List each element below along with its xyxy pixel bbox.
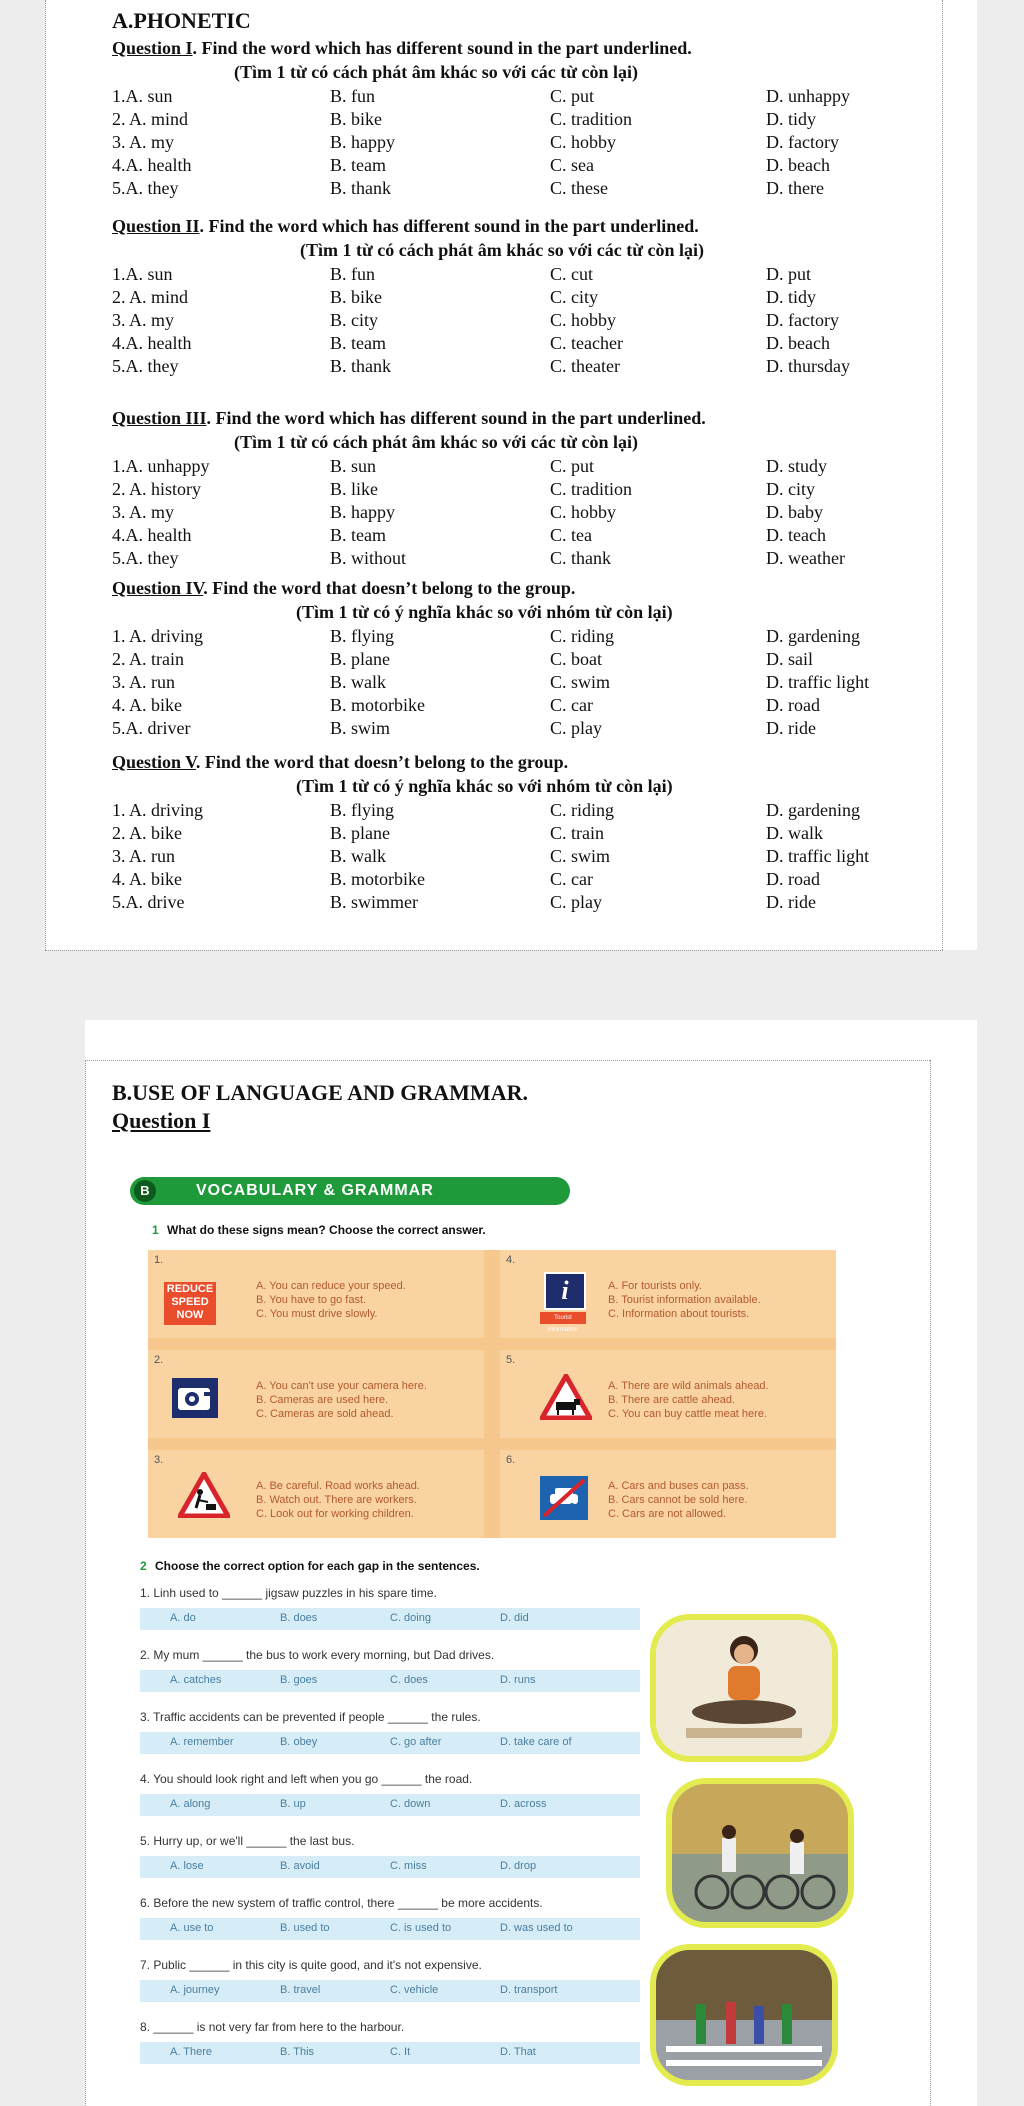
answer-option: D. traffic light: [766, 846, 870, 866]
answer-option: 4. A. bike: [112, 695, 182, 715]
answer-option: 1. A. driving: [112, 800, 204, 820]
sign-option: B. You have to go fast.: [256, 1294, 367, 1306]
answer-option: D. tidy: [766, 109, 817, 129]
sign-number: 3.: [154, 1454, 164, 1466]
answer-choice[interactable]: A. use to: [170, 1922, 214, 1934]
camera-icon: [172, 1378, 218, 1418]
answer-option: 3. A. run: [112, 846, 175, 866]
answer-option: C. hobby: [550, 132, 617, 152]
answer-option: B. without: [330, 548, 407, 568]
answer-option: D. factory: [766, 132, 839, 152]
question-subtitle: (Tìm 1 từ có ý nghĩa khác so với nhóm từ còn lại): [296, 602, 673, 622]
answer-option: B. flying: [330, 800, 395, 820]
vocab-badge-title: VOCABULARY & GRAMMAR: [196, 1182, 434, 1199]
answer-option: D. weather: [766, 548, 845, 568]
sign-option: A. You can't use your camera here.: [256, 1380, 427, 1392]
question-heading: [112, 752, 568, 773]
sign-option: C. Cars are not allowed.: [608, 1508, 726, 1520]
section-b-title: B.USE OF LANGUAGE AND GRAMMAR.: [112, 1080, 528, 1105]
question-instruction: . Find the word which has different sound in the part underlined.: [192, 38, 692, 58]
answer-option: C. cut: [550, 264, 593, 284]
answer-option: B. team: [330, 155, 386, 175]
answer-option: D. tidy: [766, 287, 817, 307]
answer-option: B. swimmer: [330, 892, 418, 912]
sign-option: B. Cars cannot be sold here.: [608, 1494, 748, 1506]
sign-cell-5: [500, 1350, 836, 1438]
exercise-2-number: 2: [140, 1559, 147, 1573]
answer-option: B. thank: [330, 356, 391, 376]
sign-cell-4: [500, 1250, 836, 1338]
answer-bar: [140, 2042, 640, 2064]
answer-choice[interactable]: D. transport: [500, 1984, 558, 1996]
reduce-speed-sign: REDUCE SPEED NOW: [164, 1282, 216, 1325]
gap-sentence: 8. ______ is not very far from here to the harbour.: [140, 2020, 405, 2034]
question-number: Question IV: [112, 578, 204, 598]
cyclists-illustration: [672, 1784, 848, 1922]
answer-option: B. city: [330, 310, 378, 330]
page-border-left: [45, 0, 46, 950]
answer-option: B. thank: [330, 178, 391, 198]
answer-option: C. tradition: [550, 109, 632, 129]
crosswalk-illustration: [656, 1950, 832, 2080]
answer-option: B. happy: [330, 502, 395, 522]
answer-choice[interactable]: D. was used to: [500, 1922, 573, 1934]
answer-option: C. boat: [550, 649, 602, 669]
sign-number: 1.: [154, 1254, 164, 1266]
photo-crosswalk: [650, 1944, 838, 2086]
exercise-2-instruction: Choose the correct option for each gap in the sentences.: [155, 1559, 480, 1573]
question-number: Question III: [112, 408, 207, 428]
gap-sentence: 2. My mum ______ the bus to work every morning, but Dad drives.: [140, 1648, 495, 1662]
answer-option: C. train: [550, 823, 604, 843]
answer-option: B. flying: [330, 626, 395, 646]
sign-option: B. Watch out. There are workers.: [256, 1494, 417, 1506]
answer-option: 2. A. train: [112, 649, 184, 669]
sign-option: C. You can buy cattle meat here.: [608, 1408, 767, 1420]
answer-option: B. motorbike: [330, 695, 425, 715]
answer-option: 2. A. history: [112, 479, 202, 499]
sign-cell-3: [148, 1450, 484, 1538]
answer-choice[interactable]: D. across: [500, 1798, 547, 1810]
answer-choice[interactable]: D. runs: [500, 1674, 536, 1686]
gap-sentence: 7. Public ______ in this city is quite good, and it's not expensive.: [140, 1958, 482, 1972]
sign-cell-1: [148, 1250, 484, 1338]
section-a-title: A.PHONETIC: [112, 8, 251, 33]
answer-option: 4.A. health: [112, 155, 192, 175]
page2-border-left: [85, 1060, 86, 2106]
answer-option: C. tradition: [550, 479, 632, 499]
sign-option: B. Cameras are used here.: [256, 1394, 389, 1406]
photo-cyclists: [666, 1778, 854, 1928]
answer-option: C. tea: [550, 525, 592, 545]
answer-option: D. traffic light: [766, 672, 870, 692]
page2-border-top: [85, 1060, 930, 1061]
question-subtitle: (Tìm 1 từ có cách phát âm khác so với các từ còn lại): [234, 432, 639, 452]
answer-option: C. put: [550, 86, 595, 106]
answer-option: D. ride: [766, 718, 816, 738]
answer-option: C. teacher: [550, 333, 623, 353]
gap-sentence: 5. Hurry up, or we'll ______ the last bus.: [140, 1834, 355, 1848]
answer-choice[interactable]: A. There: [170, 2046, 212, 2058]
answer-option: 4.A. health: [112, 525, 192, 545]
question-instruction: . Find the word which has different sound in the part underlined.: [199, 216, 699, 236]
answer-option: C. riding: [550, 800, 615, 820]
answer-option: D. baby: [766, 502, 823, 522]
answer-option: 1.A. unhappy: [112, 456, 210, 476]
photo-girl-puzzle: [650, 1614, 838, 1762]
answer-choice[interactable]: C. doing: [390, 1612, 431, 1624]
question-instruction: . Find the word that doesn’t belong to the group.: [195, 752, 569, 772]
question-instruction: . Find the word that doesn’t belong to the group.: [203, 578, 576, 598]
answer-option: 2. A. mind: [112, 287, 189, 307]
girl-puzzle-illustration: [656, 1620, 832, 1756]
answer-option: C. swim: [550, 672, 611, 692]
answer-option: 2. A. bike: [112, 823, 182, 843]
answer-option: 1.A. sun: [112, 264, 173, 284]
answer-option: 5.A. they: [112, 178, 179, 198]
answer-option: 5.A. they: [112, 548, 179, 568]
question-number: Question V: [112, 752, 196, 772]
answer-option: C. play: [550, 892, 602, 912]
answer-option: C. car: [550, 695, 593, 715]
answer-option: D. ride: [766, 892, 816, 912]
answer-choice[interactable]: A. remember: [170, 1736, 234, 1748]
answer-option: 3. A. run: [112, 672, 175, 692]
answer-choice[interactable]: A. lose: [170, 1860, 204, 1872]
gap-sentence: 4. You should look right and left when you go ______ the road.: [140, 1772, 473, 1786]
answer-choice[interactable]: C. It: [390, 2046, 411, 2058]
answer-choice[interactable]: D. take care of: [500, 1736, 572, 1748]
answer-choice[interactable]: C. is used to: [390, 1922, 452, 1934]
sign-number: 5.: [506, 1354, 516, 1366]
sign-option: A. There are wild animals ahead.: [608, 1380, 769, 1392]
answer-choice[interactable]: B. used to: [280, 1922, 330, 1934]
answer-option: 5.A. drive: [112, 892, 185, 912]
question-subtitle: (Tìm 1 từ có cách phát âm khác so với các từ còn lại): [300, 240, 705, 260]
answer-option: D. thursday: [766, 356, 850, 376]
answer-option: D. put: [766, 264, 811, 284]
answer-option: D. gardening: [766, 800, 860, 820]
answer-option: D. study: [766, 456, 828, 476]
sign-option: C. Look out for working children.: [256, 1508, 414, 1520]
answer-option: C. city: [550, 287, 598, 307]
answer-option: B. bike: [330, 287, 382, 307]
answer-choice[interactable]: D. drop: [500, 1860, 537, 1872]
answer-choice[interactable]: C. go after: [390, 1736, 442, 1748]
answer-option: 3. A. my: [112, 132, 175, 152]
sign-number: 6.: [506, 1454, 516, 1466]
answer-option: B. team: [330, 525, 386, 545]
sign-number: 2.: [154, 1354, 164, 1366]
sign-cell-2: [148, 1350, 484, 1438]
answer-option: C. theater: [550, 356, 620, 376]
road-works-icon: [178, 1472, 230, 1518]
answer-choice[interactable]: C. down: [390, 1798, 431, 1810]
sign-option: A. You can reduce your speed.: [256, 1280, 406, 1292]
answer-option: B. like: [330, 479, 378, 499]
question-heading: [112, 38, 692, 59]
answer-choice[interactable]: B. does: [280, 1612, 318, 1624]
answer-option: B. fun: [330, 264, 375, 284]
answer-option: B. fun: [330, 86, 375, 106]
sign-option: C. You must drive slowly.: [256, 1308, 378, 1320]
answer-option: D. walk: [766, 823, 823, 843]
vocab-badge: [130, 1177, 570, 1205]
answer-choice[interactable]: A. catches: [170, 1674, 222, 1686]
answer-option: 3. A. my: [112, 502, 175, 522]
answer-option: C. car: [550, 869, 593, 889]
answer-option: B. motorbike: [330, 869, 425, 889]
answer-option: 5.A. they: [112, 356, 179, 376]
no-cars-icon: [540, 1476, 588, 1520]
answer-option: 4. A. bike: [112, 869, 182, 889]
answer-bar: [140, 1918, 640, 1940]
sign-option: B. There are cattle ahead.: [608, 1394, 735, 1406]
answer-choice[interactable]: C. vehicle: [390, 1984, 439, 1996]
sign-cell-6: [500, 1450, 836, 1538]
answer-option: C. thank: [550, 548, 611, 568]
answer-bar: [140, 1608, 640, 1630]
page-border-right: [942, 0, 943, 950]
answer-choice[interactable]: B. up: [280, 1798, 306, 1810]
answer-choice[interactable]: D. That: [500, 2046, 536, 2058]
answer-choice[interactable]: D. did: [500, 1612, 529, 1624]
answer-option: D. sail: [766, 649, 813, 669]
answer-option: D. unhappy: [766, 86, 850, 106]
answer-option: D. beach: [766, 155, 830, 175]
sign-option: A. For tourists only.: [608, 1280, 702, 1292]
sign-option: A. Cars and buses can pass.: [608, 1480, 749, 1492]
answer-choice[interactable]: A. journey: [170, 1984, 220, 1996]
answer-bar: [140, 1856, 640, 1878]
question-number: Question I: [112, 38, 193, 58]
answer-option: D. teach: [766, 525, 826, 545]
answer-option: C. hobby: [550, 310, 617, 330]
answer-option: C. sea: [550, 155, 594, 175]
answer-option: B. happy: [330, 132, 395, 152]
answer-option: D. road: [766, 695, 820, 715]
page2-border-right: [930, 1060, 931, 2106]
answer-bar: [140, 1980, 640, 2002]
tourist-info-label: Tourist information: [540, 1312, 586, 1324]
question-heading: [112, 216, 699, 237]
answer-choice[interactable]: B. obey: [280, 1736, 318, 1748]
answer-option: C. swim: [550, 846, 611, 866]
answer-option: 4.A. health: [112, 333, 192, 353]
answer-choice[interactable]: A. do: [170, 1612, 196, 1624]
sign-option: B. Tourist information available.: [608, 1294, 761, 1306]
answer-option: D. gardening: [766, 626, 860, 646]
answer-option: B. walk: [330, 846, 386, 866]
answer-option: C. put: [550, 456, 595, 476]
section-b-question: Question I: [112, 1108, 211, 1133]
sign-option: C. Cameras are sold ahead.: [256, 1408, 394, 1420]
answer-option: C. riding: [550, 626, 615, 646]
answer-bar: [140, 1670, 640, 1692]
answer-choice[interactable]: C. does: [390, 1674, 428, 1686]
answer-option: 5.A. driver: [112, 718, 191, 738]
answer-option: C. these: [550, 178, 608, 198]
answer-choice[interactable]: B. This: [280, 2046, 315, 2058]
answer-option: B. plane: [330, 649, 390, 669]
sign-number: 4.: [506, 1254, 516, 1266]
answer-option: B. plane: [330, 823, 390, 843]
question-number: Question II: [112, 216, 200, 236]
question-subtitle: (Tìm 1 từ có ý nghĩa khác so với nhóm từ còn lại): [296, 776, 673, 796]
answer-option: D. there: [766, 178, 824, 198]
exercise-1-number: 1: [152, 1223, 159, 1237]
answer-option: B. sun: [330, 456, 377, 476]
answer-choice[interactable]: B. avoid: [280, 1860, 320, 1872]
answer-option: 3. A. my: [112, 310, 175, 330]
answer-option: D. factory: [766, 310, 839, 330]
gap-sentence: 1. Linh used to ______ jigsaw puzzles in his spare time.: [140, 1586, 437, 1600]
answer-option: D. city: [766, 479, 815, 499]
cattle-warning-icon: [540, 1374, 592, 1420]
answer-choice[interactable]: B. travel: [280, 1984, 321, 1996]
answer-option: B. swim: [330, 718, 391, 738]
answer-option: D. beach: [766, 333, 830, 353]
answer-choice[interactable]: A. along: [170, 1798, 211, 1810]
answer-option: 2. A. mind: [112, 109, 189, 129]
vocab-badge-letter: B: [134, 1180, 156, 1202]
exercise-1-instruction: What do these signs mean? Choose the correct answer.: [167, 1223, 486, 1237]
answer-option: 1. A. driving: [112, 626, 204, 646]
page-border-bottom: [45, 950, 943, 951]
gap-sentence: 3. Traffic accidents can be prevented if people ______ the rules.: [140, 1710, 481, 1724]
question-heading: [112, 578, 575, 599]
answer-choice[interactable]: B. goes: [280, 1674, 318, 1686]
answer-bar: [140, 1732, 640, 1754]
info-icon: i: [544, 1272, 586, 1310]
sign-option: C. Information about tourists.: [608, 1308, 750, 1320]
answer-option: 1.A. sun: [112, 86, 173, 106]
question-heading: [112, 408, 706, 429]
answer-bar: [140, 1794, 640, 1816]
answer-option: B. team: [330, 333, 386, 353]
answer-option: C. hobby: [550, 502, 617, 522]
answer-option: C. play: [550, 718, 602, 738]
answer-option: D. road: [766, 869, 820, 889]
answer-option: B. bike: [330, 109, 382, 129]
answer-choice[interactable]: C. miss: [390, 1860, 427, 1872]
question-subtitle: (Tìm 1 từ có cách phát âm khác so với các từ còn lại): [234, 62, 639, 82]
answer-option: B. walk: [330, 672, 386, 692]
question-instruction: . Find the word which has different sound in the part underlined.: [206, 408, 706, 428]
signs-grid: [148, 1250, 836, 1538]
gap-sentence: 6. Before the new system of traffic control, there ______ be more accidents.: [140, 1896, 543, 1910]
sign-option: A. Be careful. Road works ahead.: [256, 1480, 420, 1492]
